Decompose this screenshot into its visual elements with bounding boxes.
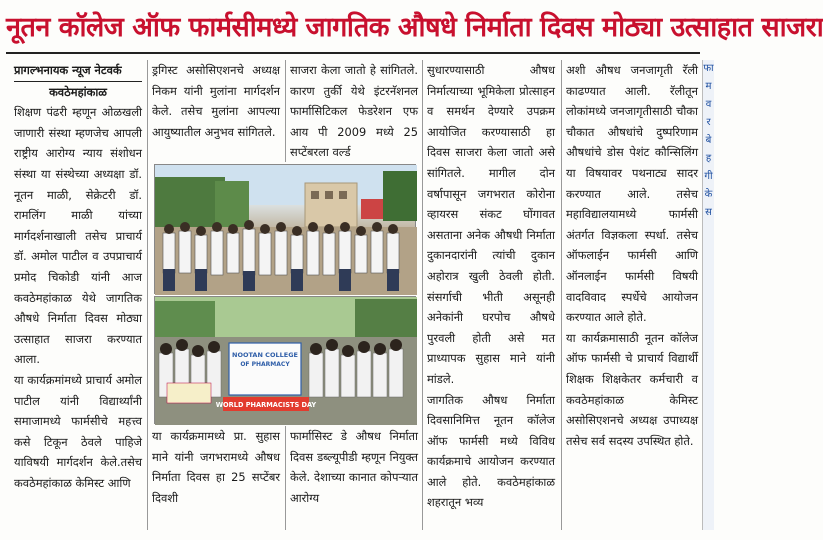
side-strip-char: बे: [705, 135, 712, 146]
article-column-3-top: [290, 60, 418, 162]
side-strip-char: फा: [703, 63, 714, 74]
article-column-5: [566, 60, 698, 530]
article-paragraph-2: या कार्यक्रमांमध्ये प्राचार्य अमोल पाटील यांनी विद्यार्थ्यांनी समाजामध्ये फार्मसीचे महत्त्व कसे टिकून ठेवले पाहिजे याविषयी मार्गदर्शन केले.तसेच कवठेमहांकाळ केमिस्ट आणि: [14, 372, 142, 490]
article-byline: प्रागल्भनायक न्यूज नेटवर्क: [14, 60, 142, 82]
column-divider: [147, 60, 148, 530]
side-strip-char: र: [706, 117, 711, 128]
article-paragraph-9: अशी औषध जनजागृती रॅली काढण्यात आली. रॅलीतून लोकांमध्ये जनजागृतीसाठी चौका चौकात औषधांचे दुष्परिणाम औषधांचे डोस पेशंट कौन्सिलिंग या विषयावर पथनाट्य सादर करण्यात आले. तसेच महाविद्यालयामध्ये फार्मसी अंतर्गत विज्ञकला स्पर्धा. तसेच ऑफलाईन फार्मसी आणि ऑनलाईन फार्मसी विषयी वादविवाद स्पर्धेचे आयोजन करण्यात आले होते.: [566, 63, 698, 325]
side-strip-char: गी: [704, 171, 713, 182]
article-column-2-bottom: [152, 426, 280, 530]
article-paragraph-4: साजरा केला जातो हे सांगितले. कारण तुर्की येथे इंटरनॅशनल फार्मासिटिकल फेडरेशन एफ आय पी 2009 मध्ये 25 सप्टेंबरला वर्ल्ड: [290, 63, 418, 160]
side-strip-char: स: [705, 207, 712, 218]
article-dateline: कवठेमहांकाळ: [49, 84, 107, 99]
article-paragraph-7: सुधारण्यासाठी औषध निर्मात्याच्या भूमिकेला प्रोत्साहन व समर्थन देण्यारे उपक्रम आयोजित करण्यासाठी हा दिवस साजरा केला जातो असे सांगितले. मागील दोन वर्षापासून जगभरात कोरोना व्हायरस संकट घोंगावत असताना अनेक औषधी निर्माता दुकानदारांनी त्यांची दुकान अहोरात्र खुली ठेवली होती. संसर्गाची भीती असूनही अनेकांनी घरपोच औषधे पुरवली होती असे मत प्राध्यापक सुहास माने यांनी मांडले.: [427, 63, 555, 386]
headline-rule: [6, 52, 700, 54]
column-divider: [561, 60, 562, 530]
article-paragraph-1: शिक्षण पंढरी म्हणून ओळखली जाणारी संस्था म्हणजेच आपली राष्ट्रीय आरोग्य न्याय संशोधन संस्था या संस्थेच्या अध्यक्षा डॉ. नूतन माळी, सेक्रेटरी डॉ. रामलिंग माळी यांच्या मार्गदर्शनाखाली तसेच प्राचार्य डॉ. अमोल पाटील व उपप्राचार्य प्रमोद चिकोडी यांनी आज कवठेमहांकाळ येथे जागतिक औषधे निर्माता दिवस मोठ्या उत्साहात साजरा करण्यात आला.: [14, 105, 142, 367]
article-column-4: [427, 60, 555, 530]
article-paragraph-5: या कार्यक्रमामध्ये प्रा. सुहास माने यांनी जगभरामध्ये औषध निर्माता दिवस हा 25 सप्टेंबर दिवशी: [152, 429, 280, 505]
photo-students-banner-image: [155, 297, 417, 425]
side-strip-char: म: [705, 81, 712, 92]
photo-rally-group: [154, 164, 416, 294]
article-column-2-top: [152, 60, 280, 162]
photo-rally-group-image: [155, 165, 417, 295]
article-column-1: [14, 60, 142, 530]
article-headline: नूतन कॉलेज ऑफ फार्मसीमध्ये जागतिक औषधे निर्माता दिवस मोठ्या उत्साहात साजरा: [6, 12, 823, 43]
banner-line-1: NOOTAN COLLEGE: [232, 351, 298, 359]
article-paragraph-8: जागतिक औषध निर्माता दिवसानिमित्त नूतन कॉलेज ऑफ फार्मसी मध्ये विविध कार्यक्रमाचे आयोजन करण्यात आले होते. कवठेमहांकाळ शहरातून भव्य: [427, 392, 555, 510]
article-paragraph-6: फार्मासिस्ट डे औषध निर्माता दिवस डब्ल्यूपीडी म्हणून नियुक्त केले. देशाच्या कानात कोपऱ्यात आरोग्य: [290, 429, 418, 505]
side-strip-char: के: [704, 189, 713, 200]
article-paragraph-3: ड्रगिस्ट असोसिएशनचे अध्यक्ष निकम यांनी मुलांना मार्गदर्शन केले. तसेच मुलांना आपल्या आयुष्यातील अनुभव सांगितले.: [152, 63, 280, 139]
side-strip-char: व: [705, 99, 712, 110]
column-divider: [422, 60, 423, 530]
column-divider: [285, 60, 286, 162]
article-column-3-bottom: [290, 426, 418, 530]
article-paragraph-10: या कार्यक्रमासाठी नूतन कॉलेज ऑफ फार्मसी चे प्राचार्य विद्यार्थी शिक्षक शिक्षकेतर कर्मचारी व कवठेमहांकाळ केमिस्ट असोसिएशनचे अध्यक्ष उपाध्यक्ष तसेच सर्व सदस्य उपस्थित होते.: [566, 330, 698, 448]
column-divider: [285, 426, 286, 530]
banner-line-2: OF PHARMACY: [240, 361, 290, 368]
side-strip-char: ह: [705, 153, 712, 164]
photo-students-banner: [154, 296, 416, 424]
banner-line-3: WORLD PHARMACISTS DAY: [215, 401, 317, 409]
adjacent-article-strip: [702, 60, 714, 530]
